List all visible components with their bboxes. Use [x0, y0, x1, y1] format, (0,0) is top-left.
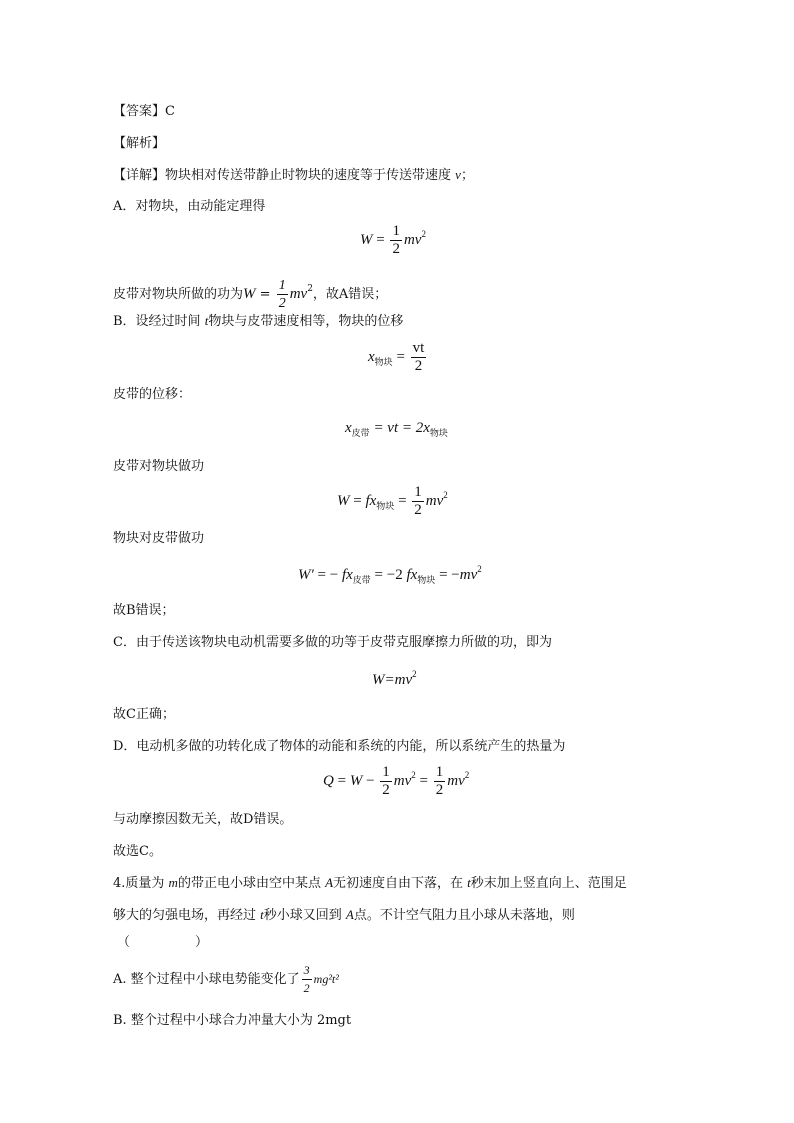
option-a-intro: A．对物块，由动能定理得 — [113, 199, 266, 214]
option-b-displacement-eq: $x_{物块}$ = $\frac{vt}{2}$ — [368, 340, 425, 374]
block-work-label: 物块对皮带做功 — [113, 531, 205, 546]
detail-end: ； — [460, 168, 474, 183]
block-work-eq: W′ = − $fx_{皮带} = -2$ $fx_{物块} = -mv^2$ — [298, 564, 482, 585]
belt-displacement-label: 皮带的位移： — [113, 387, 192, 402]
belt-work-eq: $W = fx_{物块}$ = $\frac{1}{2}$ $mv^2$ — [337, 484, 448, 518]
answer-value: C — [165, 104, 175, 119]
answer-line — [113, 103, 175, 121]
detail-label: 【详解】 — [113, 168, 166, 183]
option-a-work-line: 皮带对物块所做的功为W = $\frac{1}{2}$ $mv^2$，故A错误； — [113, 278, 388, 311]
option-c-conclusion: 故C正确； — [113, 707, 175, 722]
fraction-half: $\frac{1}{2}$ — [392, 223, 400, 257]
question-4-option-b: B. 整个过程中小球合力冲量大小为 2mgt — [113, 1013, 352, 1028]
option-a-equation: W = $\frac{1}{2}$ $mv^2$ — [360, 223, 426, 257]
option-c-eq: $W=mv^2$ — [372, 669, 417, 688]
question-4-line-1: 4.质量为 m的带正电小球由空中某点 A无初速度自由下落，在 t秒末加上竖直向上、范围足 — [113, 875, 627, 891]
option-d-intro: D．电动机多做的功转化成了物体的动能和系统的内能，所以系统产生的热量为 — [113, 739, 566, 754]
question-4-answer-paren: （ ） — [117, 935, 209, 950]
belt-work-label: 皮带对物块做功 — [113, 459, 205, 474]
option-b-intro: B．设经过时间 t物块与皮带速度相等，物块的位移 — [113, 313, 404, 329]
analysis-heading: 【解析】 — [113, 136, 166, 151]
option-d-conclusion: 与动摩擦因数无关，故D错误。 — [113, 812, 293, 827]
detail-text: 物块相对传送带静止时物块的速度等于传送带速度 — [165, 168, 452, 183]
option-d-eq: Q = W − $\frac{1}{2}$ $mv^2$ = $\frac{1}{2}$ $mv^2$ — [323, 764, 470, 798]
belt-displacement-eq: $x_{皮带}$ = vt = $2x_{物块}$ — [345, 420, 448, 438]
detail-line — [113, 166, 474, 185]
question-4-line-2: 够大的匀强电场，再经过 t秒小球又回到 A点。不计空气阻力且小球从未落地，则 — [113, 907, 575, 923]
option-c-intro: C．由于传送该物块电动机需要多做的功等于皮带克服摩擦力所做的功，即为 — [113, 635, 552, 650]
detail-var: v — [455, 167, 461, 182]
final-choice: 故选C。 — [113, 844, 162, 859]
option-b-conclusion: 故B错误； — [113, 603, 175, 618]
question-4-option-a: A. 整个过程中小球电势能变化了 $\frac{3}{2}$ mg²t² — [113, 963, 339, 995]
answer-label: 【答案】 — [113, 104, 166, 119]
